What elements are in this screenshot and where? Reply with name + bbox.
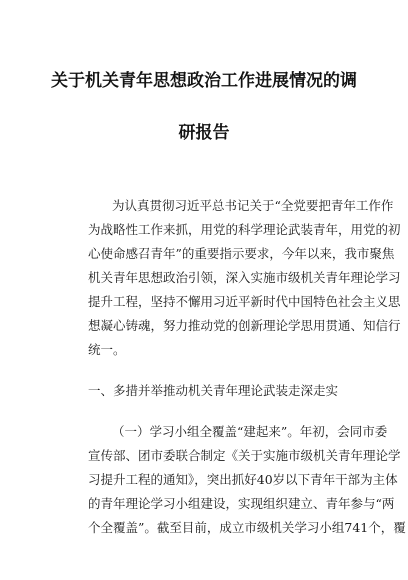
- paragraph-1-line: 为战略性工作来抓，用党的科学理论武装青年，用党的初: [88, 222, 401, 237]
- paragraph-1-line: 机关青年思想政治引领，深入实施市级机关青年理论学习: [88, 270, 401, 285]
- paragraph-2-line: （一）学习小组全覆盖“建起来”。年初，会同市委: [112, 424, 388, 439]
- paragraph-2-line: 习提升工程的通知》，突出抓好40岁以下青年干部为主体: [88, 472, 398, 487]
- paragraph-2-line: 宣传部、团市委联合制定《关于实施市级机关青年理论学: [88, 448, 401, 463]
- paragraph-1-line: 心使命感召青年”的重要指示要求，今年以来，我市聚焦: [88, 246, 395, 261]
- paragraph-1-line: 提升工程，坚持不懈用习近平新时代中国特色社会主义思: [88, 294, 401, 309]
- paragraph-1-line: 统一。: [88, 342, 126, 357]
- document-title-line-1: 关于机关青年思想政治工作进展情况的调: [51, 71, 357, 91]
- paragraph-2-line: 的青年理论学习小组建设，实现组织建立、青年参与“两: [88, 496, 395, 511]
- document-title-line-2: 研报告: [178, 123, 230, 143]
- paragraph-1-line: 为认真贯彻习近平总书记关于“全党要把青年工作作: [112, 198, 394, 213]
- paragraph-2-line: 个全覆盖”。截至目前，成立市级机关学习小组741个，覆: [88, 520, 406, 535]
- paragraph-1-line: 想凝心铸魂，努力推动党的创新理论学思用贯通、知信行: [88, 318, 401, 333]
- section-heading: 一、多措并举推动机关青年理论武装走深走实: [88, 383, 339, 398]
